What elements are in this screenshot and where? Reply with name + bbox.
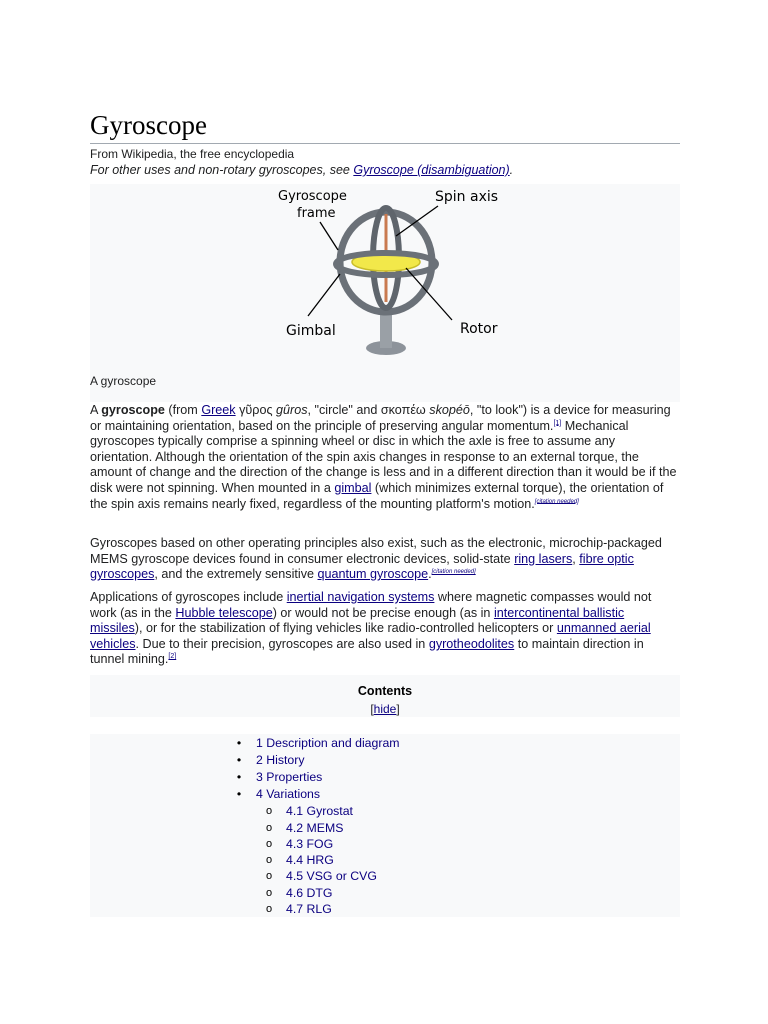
inertial-navigation-link[interactable]: inertial navigation systems — [286, 590, 435, 604]
p1-bold-term: gyroscope — [101, 403, 165, 417]
p1-text-3: , "circle" and σκοπέω — [307, 403, 430, 417]
p1-text-6: (which minimizes external torque), the orientation of the spin axis remains nearly fixed, regardless of the mounting platform's motion. — [90, 480, 664, 511]
toc-hide-link[interactable]: hide — [373, 702, 397, 716]
greek-link[interactable]: Greek — [201, 403, 236, 417]
p3-text-4: ), or for the stabilization of flying vehicles like radio-controlled helicopters or — [134, 621, 557, 636]
p3-text-5: . Due to their precision, gyroscopes are also used in — [135, 636, 429, 651]
toc-item[interactable] — [232, 752, 305, 768]
intro-paragraph-2 — [90, 536, 680, 583]
p1-gyros: gûros — [276, 403, 308, 417]
toc-list — [90, 734, 680, 917]
p2-text-3: , and the extremely sensitive — [154, 567, 318, 582]
toc-bracket-close: ] — [396, 702, 400, 716]
toc-subitem-label[interactable]: 4.5 VSG or CVG — [286, 869, 377, 883]
toc-subitem[interactable] — [262, 820, 343, 836]
toc-item-label[interactable]: 4 Variations — [256, 787, 321, 801]
p2-text-2: , — [572, 551, 580, 566]
hatnote-suffix: . — [509, 163, 514, 177]
p1-text-2: (from — [164, 403, 202, 417]
p1-text-1: A — [90, 403, 102, 417]
toc-item-label[interactable]: 2 History — [256, 753, 305, 767]
p1-skopeo: skopéō — [429, 403, 470, 417]
toc-subitem-label[interactable]: 4.6 DTG — [286, 886, 333, 900]
toc-subitem[interactable] — [262, 836, 333, 852]
toc-subitem-label[interactable]: 4.2 MEMS — [286, 821, 344, 835]
p1-text-4: , "to look") is a device for measuring or maintaining orientation, based on the principle of preserving angular momentum. — [90, 403, 671, 433]
toc-item-label[interactable]: 1 Description and diagram — [256, 736, 400, 750]
toc-subitem[interactable] — [262, 901, 332, 917]
p2-text-1: Gyroscopes based on other operating principles also exist, such as the electronic, microchip-packaged MEMS gyroscope devices found in consumer electronic devices, solid-state — [90, 536, 662, 566]
toc-subitem-label[interactable]: 4.1 Gyrostat — [286, 804, 353, 818]
label-frame-2: frame — [297, 206, 336, 221]
p3-text-2: where magnetic compasses would not work (as in the — [90, 590, 652, 620]
toc-subitem[interactable] — [262, 803, 353, 819]
p3-text-1: Applications of gyroscopes include — [90, 590, 287, 604]
uav-link[interactable]: unmanned aerial vehicles — [90, 621, 651, 651]
fibre-optic-link[interactable]: fibre optic gyroscopes — [90, 551, 634, 582]
reference-1-link[interactable]: [1] — [553, 419, 562, 427]
gimbal-leader — [308, 274, 340, 316]
toc-subitem-label[interactable]: 4.4 HRG — [286, 853, 334, 867]
p1-greek-1: γῦρος — [235, 403, 277, 417]
title-divider — [90, 143, 680, 144]
citation-needed-link[interactable]: [citation needed] — [534, 498, 579, 505]
gyrotheodolites-link[interactable]: gyrotheodolites — [428, 636, 515, 651]
ring-lasers-link[interactable]: ring lasers — [514, 551, 573, 566]
quantum-gyroscope-link[interactable]: quantum gyroscope — [317, 567, 429, 582]
toc-hide-control — [90, 702, 680, 716]
figure-caption: A gyroscope — [90, 374, 157, 388]
toc-item[interactable] — [232, 735, 400, 751]
page-title: Gyroscope — [90, 110, 207, 140]
sub-bullet-icon: o — [265, 854, 273, 866]
label-rotor: Rotor — [460, 321, 498, 337]
toc-item[interactable] — [232, 769, 322, 785]
intro-paragraph-3 — [90, 590, 680, 668]
reference-2-link[interactable]: [2] — [168, 653, 177, 661]
hatnote — [90, 162, 513, 178]
toc-subitem[interactable] — [262, 852, 334, 868]
toc-subitem-label[interactable]: 4.3 FOG — [286, 837, 334, 851]
toc-subitem[interactable] — [262, 885, 332, 901]
sub-bullet-icon: o — [265, 838, 273, 850]
toc-subitem-label[interactable]: 4.7 RLG — [286, 902, 332, 916]
p3-text-6: to maintain direction in tunnel mining. — [90, 636, 644, 667]
frame-leader — [320, 222, 338, 250]
site-tagline: From Wikipedia, the free encyclopedia — [90, 147, 295, 161]
hubble-link[interactable]: Hubble telescope — [175, 605, 273, 620]
gyroscope-figure — [90, 184, 680, 402]
sub-bullet-icon: o — [265, 870, 273, 882]
bullet-icon: • — [236, 753, 242, 767]
disambiguation-link[interactable]: Gyroscope (disambiguation) — [353, 163, 510, 177]
label-frame-1: Gyroscope — [278, 189, 347, 204]
label-spin-axis: Spin axis — [435, 189, 499, 205]
intro-paragraph-1 — [90, 403, 680, 512]
sub-bullet-icon: o — [265, 903, 273, 915]
bullet-icon: • — [236, 770, 242, 784]
toc-subitem[interactable] — [262, 868, 377, 884]
p2-text-4: . — [428, 567, 432, 582]
hatnote-text: For other uses and non-rotary gyroscopes, see — [90, 163, 354, 177]
icbm-link[interactable]: intercontinental ballistic missiles — [90, 605, 625, 636]
gyroscope-diagram[interactable] — [262, 184, 512, 366]
toc-bracket-open: [ — [370, 702, 374, 716]
sub-bullet-icon: o — [265, 822, 273, 834]
gimbal-link[interactable]: gimbal — [334, 480, 372, 495]
toc-header — [90, 675, 680, 717]
citation-needed-link[interactable]: [citation needed] — [431, 569, 476, 575]
label-gimbal: Gimbal — [286, 323, 336, 339]
toc-item[interactable] — [232, 786, 320, 802]
p1-text-5: Mechanical gyroscopes typically comprise a spinning wheel or disc in which the axle is free to assume any orientation. Although the orientation of the spin axis changes in response to an external torque, the amount of change and the direction of the change is less and in a different direction than it would be if the disk were not spinning. When mounted in a — [90, 418, 677, 495]
sub-bullet-icon: o — [265, 887, 273, 899]
bullet-icon: • — [236, 787, 242, 801]
toc-item-label[interactable]: 3 Properties — [256, 770, 323, 784]
spin-axis-leader — [396, 206, 438, 236]
bullet-icon: • — [236, 736, 242, 750]
toc-title: Contents — [357, 684, 413, 698]
sub-bullet-icon: o — [265, 805, 273, 817]
p3-text-3: ) or would not be precise enough (as in — [272, 605, 494, 620]
